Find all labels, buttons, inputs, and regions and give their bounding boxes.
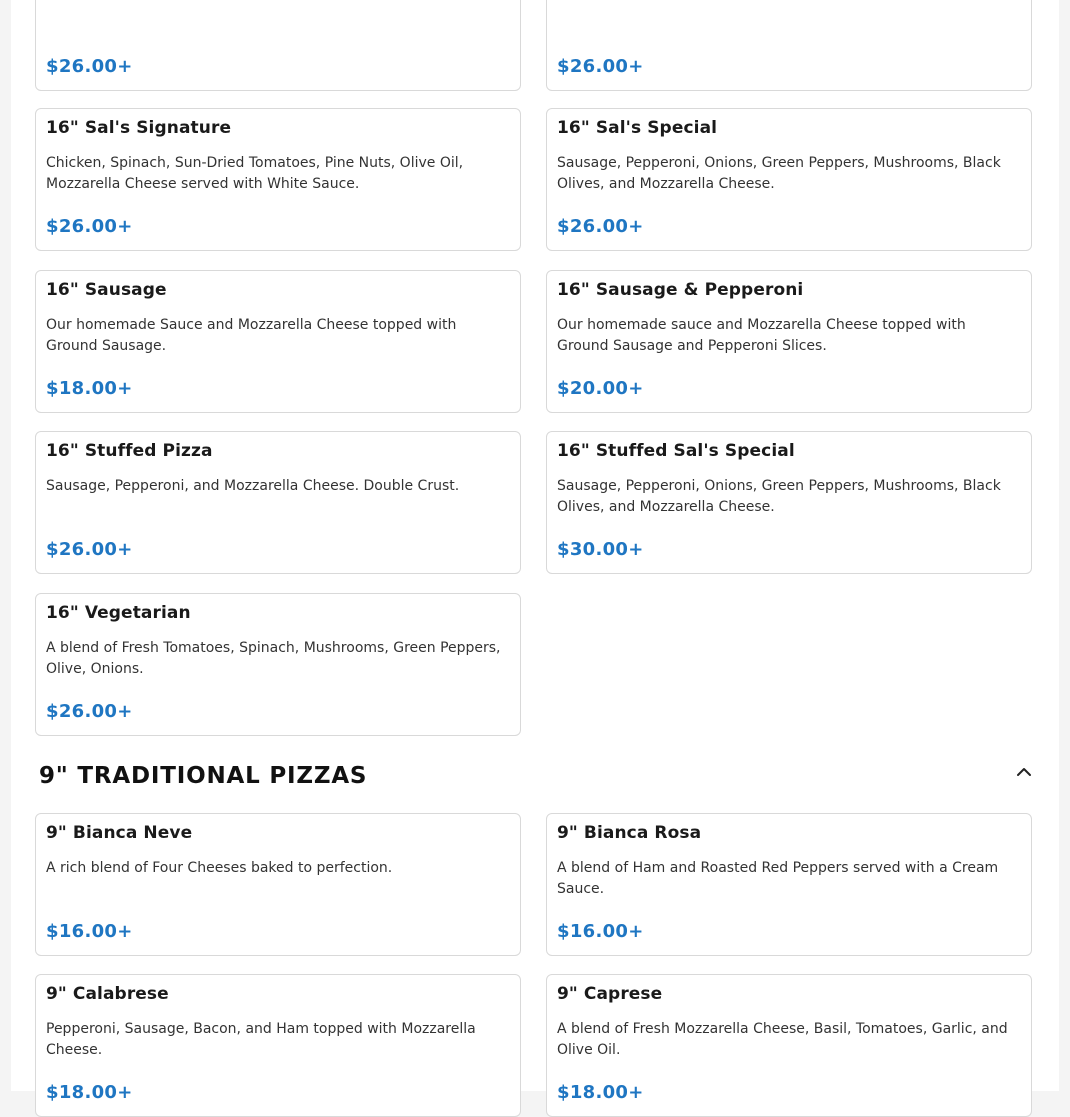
- menu-item-card[interactable]: [35, 108, 521, 251]
- menu-item-card[interactable]: [35, 593, 521, 736]
- menu-page: [11, 0, 1059, 1103]
- section-title: 9" TRADITIONAL PIZZAS: [39, 763, 368, 789]
- item-name: 9" Bianca Rosa: [557, 823, 702, 843]
- item-name: 16" Sal's Signature: [46, 118, 232, 138]
- item-name: 16" Stuffed Sal's Special: [557, 441, 795, 461]
- menu-item-card[interactable]: [35, 0, 521, 91]
- item-price: $20.00+: [557, 378, 644, 399]
- item-description: Sausage, Pepperoni, Onions, Green Peppers, Mushrooms, Black Olives, and Mozzarella Cheese.: [557, 155, 1001, 192]
- menu-item-card[interactable]: [546, 813, 1032, 956]
- menu-item-card[interactable]: [546, 974, 1032, 1117]
- item-price: $26.00+: [46, 701, 133, 722]
- menu-item-card[interactable]: [35, 974, 521, 1117]
- item-description: A blend of Ham and Roasted Red Peppers served with a Cream Sauce.: [557, 860, 999, 897]
- item-price: $30.00+: [557, 539, 644, 560]
- item-name: 9" Calabrese: [46, 984, 169, 1004]
- item-price: $26.00+: [46, 539, 133, 560]
- item-description: A blend of Fresh Mozzarella Cheese, Basil, Tomatoes, Garlic, and Olive Oil.: [557, 1021, 1008, 1058]
- item-description: Sausage, Pepperoni, and Mozzarella Cheese. Double Crust.: [46, 478, 460, 494]
- menu-item-card[interactable]: [546, 0, 1032, 91]
- item-name: 16" Sausage: [46, 280, 167, 300]
- item-description: A rich blend of Four Cheeses baked to perfection.: [46, 860, 393, 876]
- menu-item-card[interactable]: [35, 270, 521, 413]
- item-description: A blend of Fresh Tomatoes, Spinach, Mushrooms, Green Peppers, Olive, Onions.: [46, 640, 501, 677]
- chevron-up-icon[interactable]: [1014, 762, 1034, 782]
- item-name: 16" Stuffed Pizza: [46, 441, 213, 461]
- item-name: 16" Sausage & Pepperoni: [557, 280, 804, 300]
- item-price: $18.00+: [46, 1082, 133, 1103]
- item-description: Chicken, Spinach, Sun-Dried Tomatoes, Pine Nuts, Olive Oil, Mozzarella Cheese served with White Sauce.: [46, 155, 464, 192]
- menu-item-card[interactable]: [546, 270, 1032, 413]
- menu-item-card[interactable]: [546, 108, 1032, 251]
- item-price: $26.00+: [557, 216, 644, 237]
- item-price: $18.00+: [46, 378, 133, 399]
- item-description: Pepperoni, Sausage, Bacon, and Ham topped with Mozzarella Cheese.: [46, 1021, 476, 1058]
- item-description: Sausage, Pepperoni, Onions, Green Peppers, Mushrooms, Black Olives, and Mozzarella Cheese.: [557, 478, 1001, 515]
- item-price: $26.00+: [46, 216, 133, 237]
- item-name: 9" Bianca Neve: [46, 823, 193, 843]
- item-price: $18.00+: [557, 1082, 644, 1103]
- menu-item-card[interactable]: [546, 431, 1032, 574]
- item-name: 16" Sal's Special: [557, 118, 718, 138]
- item-price: $16.00+: [46, 921, 133, 942]
- item-description: Our homemade Sauce and Mozzarella Cheese topped with Ground Sausage.: [46, 317, 457, 354]
- item-price: $26.00+: [557, 56, 644, 77]
- menu-item-card[interactable]: [35, 431, 521, 574]
- item-description: Our homemade sauce and Mozzarella Cheese topped with Ground Sausage and Pepperoni Slices.: [557, 317, 966, 354]
- item-price: $26.00+: [46, 56, 133, 77]
- menu-item-card[interactable]: [35, 813, 521, 956]
- item-name: 16" Vegetarian: [46, 603, 191, 623]
- item-price: $16.00+: [557, 921, 644, 942]
- item-name: 9" Caprese: [557, 984, 663, 1004]
